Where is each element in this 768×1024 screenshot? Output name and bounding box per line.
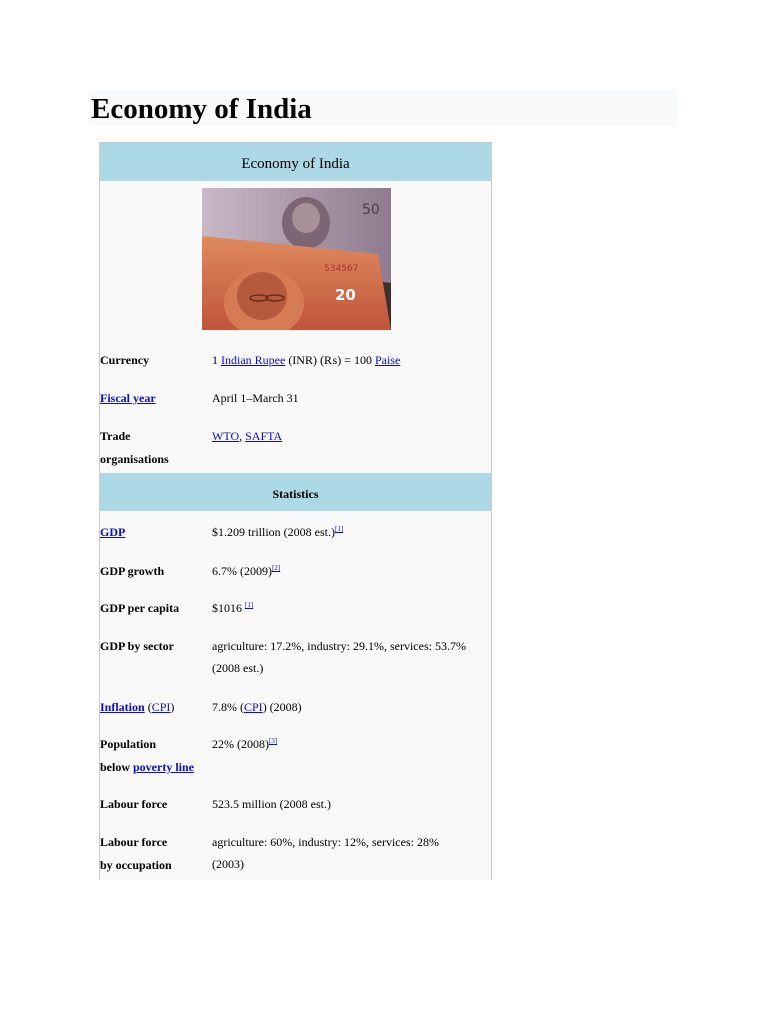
row-value-fiscal-year: April 1–March 31 — [212, 391, 299, 405]
row-label-poverty — [100, 733, 208, 779]
poverty-line-link[interactable]: poverty line — [133, 760, 194, 774]
fiscal-year-link[interactable]: Fiscal year — [100, 391, 156, 405]
row-label-currency: Currency — [100, 353, 150, 367]
row-label-inflation — [100, 696, 208, 719]
inflation-link[interactable]: Inflation — [100, 700, 145, 714]
labour-occupation-value-1: agriculture: 60%, industry: 12%, services: 28% — [212, 835, 439, 849]
cpi-value-link[interactable]: CPI — [244, 700, 263, 714]
poverty-label-line-1: Population — [100, 737, 157, 751]
row-label-gdp-growth: GDP growth — [100, 564, 165, 578]
svg-text:50: 50 — [362, 202, 380, 218]
currency-text-3: ) = 100 — [337, 353, 375, 367]
gdp-growth-ref-link[interactable]: [2] — [272, 564, 281, 572]
gdp-link[interactable]: GDP — [100, 525, 126, 539]
inflation-paren-open: ( — [144, 700, 152, 714]
row-value-gdp — [212, 521, 492, 543]
gdp-sector-line-2: (2008 est.) — [212, 661, 264, 675]
gdp-sector-line-1: agriculture: 17.2%, industry: 29.1%, services: 53.7% — [212, 639, 466, 653]
banknote-image — [202, 188, 391, 330]
statistics-header: Statistics — [100, 473, 491, 511]
row-value-gdp-by-sector — [212, 635, 492, 679]
row-value-gdp-growth — [212, 560, 492, 582]
row-label-labour-occupation — [100, 831, 208, 877]
row-label-gdp — [100, 521, 208, 544]
banknote-illustration — [202, 188, 391, 330]
currency-text-1: 1 — [212, 353, 221, 367]
rupee-sign: ₨ — [323, 353, 338, 367]
trade-label-line-2: organisations — [100, 452, 169, 466]
svg-text:534567: 534567 — [324, 264, 359, 274]
poverty-ref-link[interactable]: [3] — [269, 737, 278, 745]
labour-occupation-line-1: Labour force — [100, 835, 168, 849]
row-value-inflation — [212, 696, 492, 718]
infobox — [99, 142, 492, 880]
row-label-trade — [100, 425, 208, 471]
labour-occupation-line-2: by occupation — [100, 858, 172, 872]
safta-link[interactable]: SAFTA — [245, 429, 283, 443]
labour-occupation-value-2: (2003) — [212, 857, 244, 871]
page-title: Economy of India — [91, 93, 312, 125]
gdp-ref-link[interactable]: [1] — [335, 525, 344, 533]
indian-rupee-link[interactable]: Indian Rupee — [221, 353, 286, 367]
row-value-labour-occupation — [212, 831, 492, 875]
gdp-value: $1.209 trillion (2008 est.) — [212, 525, 335, 539]
paise-link[interactable]: Paise — [374, 353, 401, 367]
inflation-value-2: ) (2008) — [262, 700, 302, 714]
row-value-gdp-per-capita — [212, 597, 492, 619]
row-label-labour-force: Labour force — [100, 797, 168, 811]
gdp-per-capita-value: $1016 — [212, 601, 245, 615]
inflation-value-1: 7.8% ( — [212, 700, 244, 714]
gdp-per-capita-ref-link[interactable]: [1] — [245, 601, 254, 609]
poverty-label-line-2 — [100, 756, 208, 779]
row-label-gdp-per-capita: GDP per capita — [100, 601, 180, 615]
gdp-growth-value: 6.7% (2009) — [212, 564, 272, 578]
row-value-trade — [212, 425, 492, 447]
cpi-label-link[interactable]: CPI — [151, 700, 171, 714]
row-label-gdp-by-sector: GDP by sector — [100, 639, 174, 653]
wto-link[interactable]: WTO — [212, 429, 240, 443]
poverty-value: 22% (2008) — [212, 737, 269, 751]
row-value-currency — [212, 349, 492, 371]
poverty-label-below: below — [100, 760, 133, 774]
trade-separator: , — [239, 429, 246, 443]
currency-text-2: (INR) ( — [285, 353, 324, 367]
row-value-labour-force: 523.5 million (2008 est.) — [212, 797, 331, 811]
row-value-poverty — [212, 733, 492, 755]
infobox-header: Economy of India — [100, 143, 491, 181]
svg-text:20: 20 — [335, 286, 356, 304]
inflation-paren-close: ) — [170, 700, 175, 714]
row-label-fiscal-year — [100, 387, 208, 410]
trade-label-line-1: Trade — [100, 429, 131, 443]
